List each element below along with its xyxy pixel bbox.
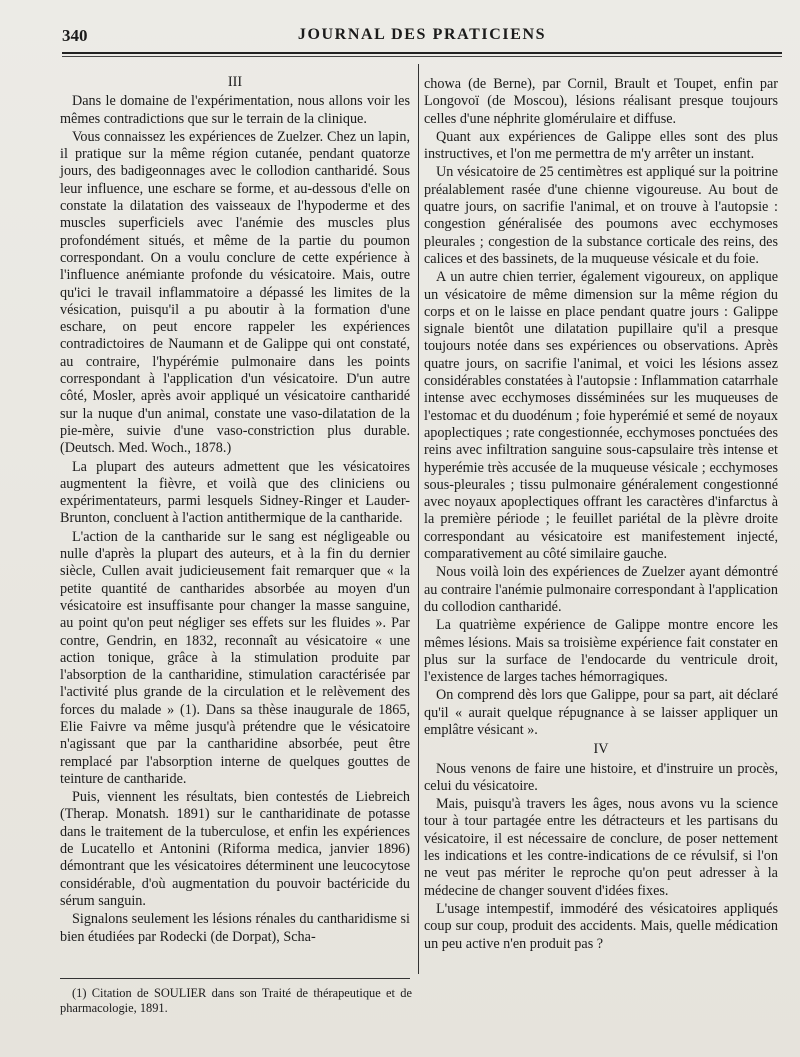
header-rule bbox=[62, 52, 782, 54]
section-number-iii: III bbox=[227, 74, 243, 90]
paragraph: A un autre chien terrier, également vigoureux, on applique un vésicatoire de même dimension sur la même région du corps et on le laisse en place pendant quatre jours : Galippe signale bientôt une dilatation pupillaire qu'il a presque toujours notée dans ses expériences ou observations. Après quatre jours, on sacrifie l'animal, et voici les lésions assez considérables constatées à l'autopsie : Inflammation catarrhale intense avec ecchymoses disséminées sur les muqueuses de l'estomac et du duodénum ; foie hyperémié et semé de noyaux apoplectiques ; rate congestionnée, ecchymoses ponctuées des reins avec infiltration sanguine sous-capsulaire très intense et hyperémie très accusée de la muqueuse vésicale ; ecchymoses sous-pleurales ; tissu pulmonaire généralement congestionné avec noyaux apoplectiques offrant les caractères d'infarctus à la première période ; le feuillet pariétal de la plèvre droite correspondant au vésicatoire est manifestement injecté, comparativement au côté similaire gauche. bbox=[424, 269, 778, 563]
page-header bbox=[62, 22, 782, 48]
column-divider bbox=[418, 64, 419, 974]
paragraph: L'action de la cantharide sur le sang est négligeable ou nulle d'après la plupart des auteurs, et à la fin du dernier siècle, Cullen avait judicieusement fait remarquer que « la petite quantité de cantharides absorbée au moyen d'un vésicatoire est insuffisante pour changer la masse sanguine, au point qu'on peut négliger ses effets sur les fluides ». Par contre, Gendrin, en 1832, reconnaît au vésicatoire « une action tonique, grâce à la stimulation produite par l'absorption de la cantharidine, stimulation caractérisée par l'activité plus grande de la circulation et le relèvement des forces du malade » (1). Dans sa thèse inaugurale de 1865, Elie Faivre va même jusqu'à prétendre que le vésicatoire n'agissant que par la cantharidine absorbée, peut être remplacé par l'absorption interne de quelques gouttes de teinture de cantharide. bbox=[60, 528, 410, 787]
paragraph: Un vésicatoire de 25 centimètres est appliqué sur la poitrine préalablement rasée d'une chienne vigoureuse. Au bout de quatre jours, on sacrifie l'animal, et on trouve à l'autopsie : congestion généralisée des poumons avec ecchymoses pleurales ; congestion de la substance corticale des reins, des calices et des bassinets, de la muqueuse vésicale et du foie. bbox=[424, 164, 778, 267]
paragraph: Mais, puisqu'à travers les âges, nous avons vu la science tour à tour partagée entre les détracteurs et les partisans du vésicatoire, il est nécessaire de conclure, de poser nettement les indications et les contre-indications de ce révulsif, si l'on ne veut pas mériter le reproche qu'on peut adresser à la médecine de changer souvent d'idées fixes. bbox=[424, 796, 778, 899]
section-number-iv: IV bbox=[593, 741, 609, 758]
paragraph: Nous venons de faire une histoire, et d'instruire un procès, celui du vésicatoire. bbox=[424, 760, 778, 794]
paragraph: Quant aux expériences de Galippe elles sont des plus instructives, et l'on me permettra de m'y arrêter un instant. bbox=[424, 128, 778, 163]
paragraph: Puis, viennent les résultats, bien contestés de Liebreich (Therap. Monatsh. 1891) sur le cantharidinate de potasse dans le traitement de la tuberculose, et enfin les expériences de Lucatello et Antonini (Riforma medica, janvier 1896) démontrant que les vésicatoires déterminent une leucocytose considérable, d'où augmentation du pouvoir bactéricide du sérum sanguin. bbox=[60, 789, 410, 909]
paragraph: Dans le domaine de l'expérimentation, nous allons voir les mêmes contradictions que sur le terrain de la clinique. bbox=[60, 93, 410, 127]
paragraph: chowa (de Berne), par Cornil, Brault et Toupet, enfin par Longovoï (de Moscou), lésions réalisant presque toujours celles d'une néphrite glomérulaire et diffuse. bbox=[424, 76, 778, 127]
paragraph: On comprend dès lors que Galippe, pour sa part, ait déclaré qu'il « aurait quelque répugnance à se laisser appliquer un emplâtre vésicant ». bbox=[424, 687, 778, 738]
paragraph: Signalons seulement les lésions rénales du cantharidisme si bien étudiées par Rodecki (de Dorpat), Scha- bbox=[60, 911, 410, 945]
header-rule-thin bbox=[62, 56, 782, 57]
right-column bbox=[424, 76, 778, 954]
page-number: 340 bbox=[62, 26, 88, 45]
paragraph: L'usage intempestif, immodéré des vésicatoires appliqués coup sur coup, produit des accidents. Mais, quelle médication un peu active n'en produit pas ? bbox=[424, 900, 778, 952]
paragraph: La plupart des auteurs admettent que les vésicatoires augmentent la fièvre, et voilà que des cliniciens ou expérimentateurs, parmi lesquels Sidney-Ringer et Lauder-Brunton, concluent à l'action antithermique de la cantharide. bbox=[60, 458, 410, 527]
left-column bbox=[60, 68, 410, 947]
paragraph: La quatrième expérience de Galippe montre encore les mêmes lésions. Mais sa troisième expérience fait constater en plus sur la surface de l'endocarde du ventricule droit, l'existence de larges taches hémorragiques. bbox=[424, 617, 778, 686]
journal-title: JOURNAL DES PRATICIENS bbox=[297, 26, 547, 43]
paragraph: Vous connaissez les expériences de Zuelzer. Chez un lapin, il pratique sur la même région cutanée, pendant quatorze jours, des badigeonnages avec le collodion cantharidé. Sous leur influence, une eschare se forme, et au-dessous d'elle on constate la dilatation des vaisseaux de l'hypoderme et des muscles superficiels avec l'anémie des muscles plus profondément situés, et même de la partie du poumon correspondant. On a voulu conclure de cette expérience à l'influence anémiante profonde du vésicatoire. Mais, outre qu'ici le travail inflammatoire a dépassé les limites de la vésication, puisqu'il a pu aboutir à la formation d'une eschare, on peut encore rappeler les expériences contradictoires de Naumann et de Galippe qui ont constaté, au contraire, l'hypérémie pulmonaire dans les points correspondant à l'application d'un vésicatoire. D'un autre côté, Mosler, après avoir appliqué un vésicatoire cantharidé sur la nuque d'un animal, constate une vaso-dilatation de la pie-mère, suivie d'une vaso-constriction plus durable. (Deutsch. Med. Woch., 1878.) bbox=[60, 128, 410, 457]
footnote: (1) Citation de SOULIER dans son Traité de thérapeutique et de pharmacologie, 1891. bbox=[60, 986, 412, 1015]
footnote-rule bbox=[60, 978, 410, 979]
paragraph: Nous voilà loin des expériences de Zuelzer ayant démontré au contraire l'anémie pulmonaire correspondant à l'application du collodion cantharidé. bbox=[424, 564, 778, 615]
